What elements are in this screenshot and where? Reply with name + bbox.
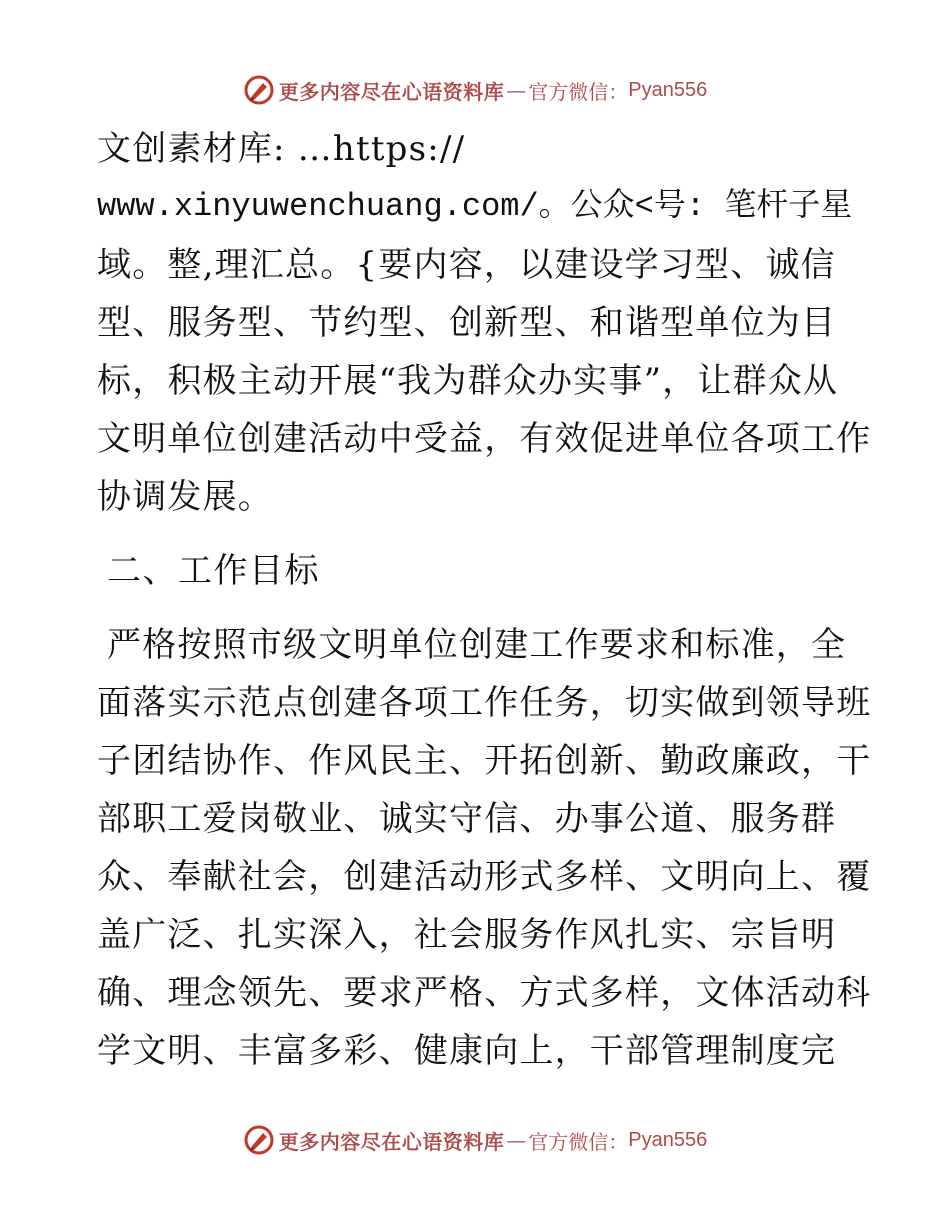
section-line: 确、理念领先、要求严格、方式多样，文体活动科 <box>97 973 872 1013</box>
body-line: 域。整,理汇总。{要内容，以建设学习型、诚信 <box>97 245 836 285</box>
footer-title: 更多内容尽在心语资料库 <box>278 1129 505 1154</box>
body-line: 协调发展。 <box>97 477 273 517</box>
footer-contact: Pyan556 <box>628 1128 708 1151</box>
footer-banner <box>0 1120 950 1160</box>
spacer <box>97 526 857 542</box>
section-line: 众、奉献社会，创建活动形式多样、文明向上、覆 <box>97 857 872 897</box>
section-line: 盖广泛、扎实深入，社会服务作风扎实、宗旨明 <box>97 915 837 955</box>
header-contact: Pyan556 <box>628 78 708 101</box>
body-line: 型、服务型、节约型、创新型、和谐型单位为目 <box>97 303 837 343</box>
section-line: 面落实示范点创建各项工作任务，切实做到领导班 <box>97 683 872 723</box>
body-line: 文明单位创建活动中受益，有效促进单位各项工作 <box>97 419 872 459</box>
section-line: 子团结协作、作风民主、开拓创新、勤政廉政，干 <box>97 741 872 781</box>
footer-dash: — <box>506 1128 527 1152</box>
section-line: 严格按照市级文明单位创建工作要求和标准，全 <box>107 625 847 665</box>
section-line: 学文明、丰富多彩、健康向上，干部管理制度完 <box>97 1031 837 1071</box>
pen-nib-logo-icon <box>243 74 275 106</box>
footer-banner-inner <box>243 1124 707 1156</box>
body-line: 文创素材库: …https:// <box>97 129 466 169</box>
section-line: 部职工爱岗敬业、诚实守信、办事公道、服务群 <box>97 799 837 839</box>
document-body <box>97 120 872 1080</box>
pen-nib-logo-icon <box>243 1124 275 1156</box>
header-title: 更多内容尽在心语资料库 <box>278 79 505 104</box>
header-dash: — <box>506 78 527 102</box>
section-heading: 二、工作目标 <box>107 551 320 591</box>
header-banner-inner <box>243 74 707 106</box>
body-line: www.xinyuwenchuang.com/。公众<号: 笔杆子星 <box>97 188 853 225</box>
header-banner <box>0 70 950 110</box>
spacer <box>97 600 857 616</box>
footer-label: 官方微信： <box>528 1129 629 1154</box>
body-line: 标，积极主动开展“我为群众办实事”，让群众从 <box>97 361 839 401</box>
header-label: 官方微信： <box>528 79 629 104</box>
